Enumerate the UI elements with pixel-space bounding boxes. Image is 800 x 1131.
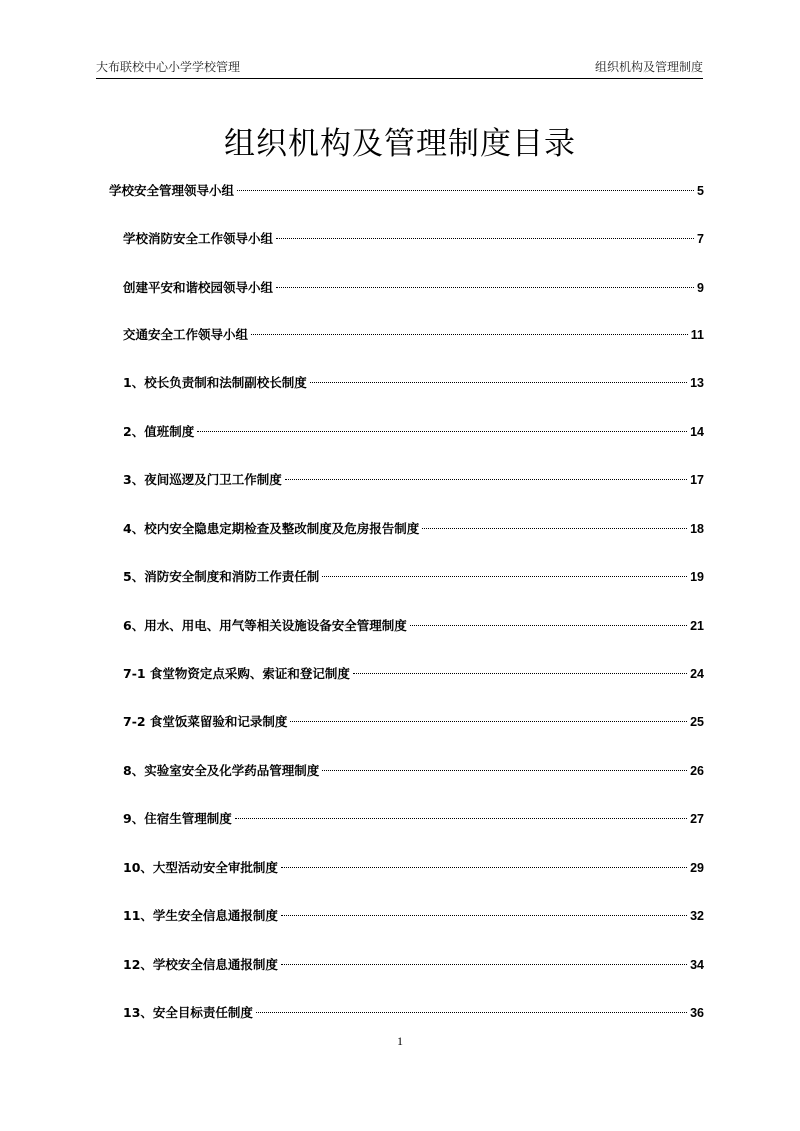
toc-entry[interactable]: [123, 231, 704, 247]
toc-entry-label: 10、大型活动安全审批制度: [123, 860, 278, 875]
toc-entry[interactable]: [123, 569, 704, 585]
toc-entry-page: 29: [690, 861, 704, 875]
toc-entry-page: 5: [697, 184, 704, 198]
toc-dot-leader: [281, 867, 687, 868]
toc-dot-leader: [410, 625, 687, 626]
header-school-name: 大布联校中心小学学校管理: [96, 60, 241, 74]
toc-entry-label: 5、消防安全制度和消防工作责任制: [123, 569, 320, 584]
toc-entry-label: 6、用水、用电、用气等相关设施设备安全管理制度: [123, 618, 407, 633]
toc-dot-leader: [281, 964, 687, 965]
toc-dot-leader: [322, 770, 687, 771]
toc-dot-leader: [290, 721, 687, 722]
toc-entry[interactable]: [123, 424, 704, 440]
toc-entry-label: 4、校内安全隐患定期检查及整改制度及危房报告制度: [123, 521, 420, 536]
toc-entry-page: 11: [690, 328, 704, 342]
toc-dot-leader: [285, 479, 687, 480]
toc-entry-label: 9、住宿生管理制度: [123, 811, 232, 826]
toc-entry[interactable]: [109, 183, 704, 199]
header-section-name: 组织机构及管理制度: [594, 60, 703, 74]
toc-dot-leader: [353, 673, 687, 674]
toc-entry-label: 7-2 食堂饭菜留验和记录制度: [123, 714, 288, 729]
toc-dot-leader: [276, 238, 694, 239]
toc-entry-label: 8、实验室安全及化学药品管理制度: [123, 763, 320, 778]
toc-entry-label: 学校安全管理领导小组: [109, 183, 235, 198]
toc-entry[interactable]: [123, 1005, 704, 1021]
toc-entry-page: 21: [690, 619, 704, 633]
toc-entry[interactable]: [123, 763, 704, 779]
toc-entry-page: 36: [690, 1006, 704, 1020]
toc-entry[interactable]: [123, 280, 704, 296]
toc-dot-leader: [256, 1012, 687, 1013]
toc-entry-page: 25: [690, 715, 704, 729]
toc-entry-label: 3、夜间巡逻及门卫工作制度: [123, 472, 282, 487]
toc-entry[interactable]: [123, 860, 704, 876]
toc-entry-label: 学校消防安全工作领导小组: [123, 231, 274, 246]
toc-entry-page: 14: [690, 425, 704, 439]
toc-dot-leader: [237, 190, 694, 191]
toc-entry[interactable]: [123, 521, 704, 537]
toc-entry[interactable]: [123, 811, 704, 827]
toc-entry-page: 32: [690, 909, 704, 923]
toc-entry-page: 19: [690, 570, 704, 584]
toc-dot-leader: [310, 382, 687, 383]
toc-entry[interactable]: [123, 375, 704, 391]
toc-entry-page: 17: [690, 473, 704, 487]
toc-dot-leader: [197, 431, 687, 432]
toc-entry-page: 7: [697, 232, 704, 246]
toc-entry[interactable]: [123, 957, 704, 973]
toc-entry-page: 27: [690, 812, 704, 826]
toc-entry-label: 12、学校安全信息通报制度: [123, 957, 278, 972]
toc-entry-page: 18: [690, 522, 704, 536]
toc-entry[interactable]: [123, 666, 704, 682]
toc-dot-leader: [281, 915, 687, 916]
toc-dot-leader: [422, 528, 687, 529]
toc-entry-page: 24: [690, 667, 704, 681]
toc-entry-label: 交通安全工作领导小组: [123, 327, 249, 342]
toc-entry-page: 13: [690, 376, 704, 390]
toc-entry-label: 创建平安和谐校园领导小组: [123, 280, 274, 295]
toc-entry-page: 9: [697, 281, 704, 295]
toc-entry-label: 13、安全目标责任制度: [123, 1005, 253, 1020]
toc-entry-page: 26: [690, 764, 704, 778]
toc-dot-leader: [276, 287, 694, 288]
toc-dot-leader: [235, 818, 687, 819]
document-title: 组织机构及管理制度目录: [224, 126, 576, 162]
toc-entry-label: 1、校长负责制和法制副校长制度: [123, 375, 307, 390]
toc-entry-label: 7-1 食堂物资定点采购、索证和登记制度: [123, 666, 350, 681]
toc-entry[interactable]: [123, 908, 704, 924]
page-number: 1: [397, 1034, 403, 1048]
toc-entry-label: 2、值班制度: [123, 424, 195, 439]
toc-entry[interactable]: [123, 618, 704, 634]
toc-entry[interactable]: [123, 472, 704, 488]
toc-dot-leader: [251, 334, 688, 335]
toc-entry[interactable]: [123, 327, 704, 343]
toc-entry-label: 11、学生安全信息通报制度: [123, 908, 278, 923]
toc-entry[interactable]: [123, 714, 704, 730]
toc-entry-page: 34: [690, 958, 704, 972]
toc-dot-leader: [322, 576, 687, 577]
